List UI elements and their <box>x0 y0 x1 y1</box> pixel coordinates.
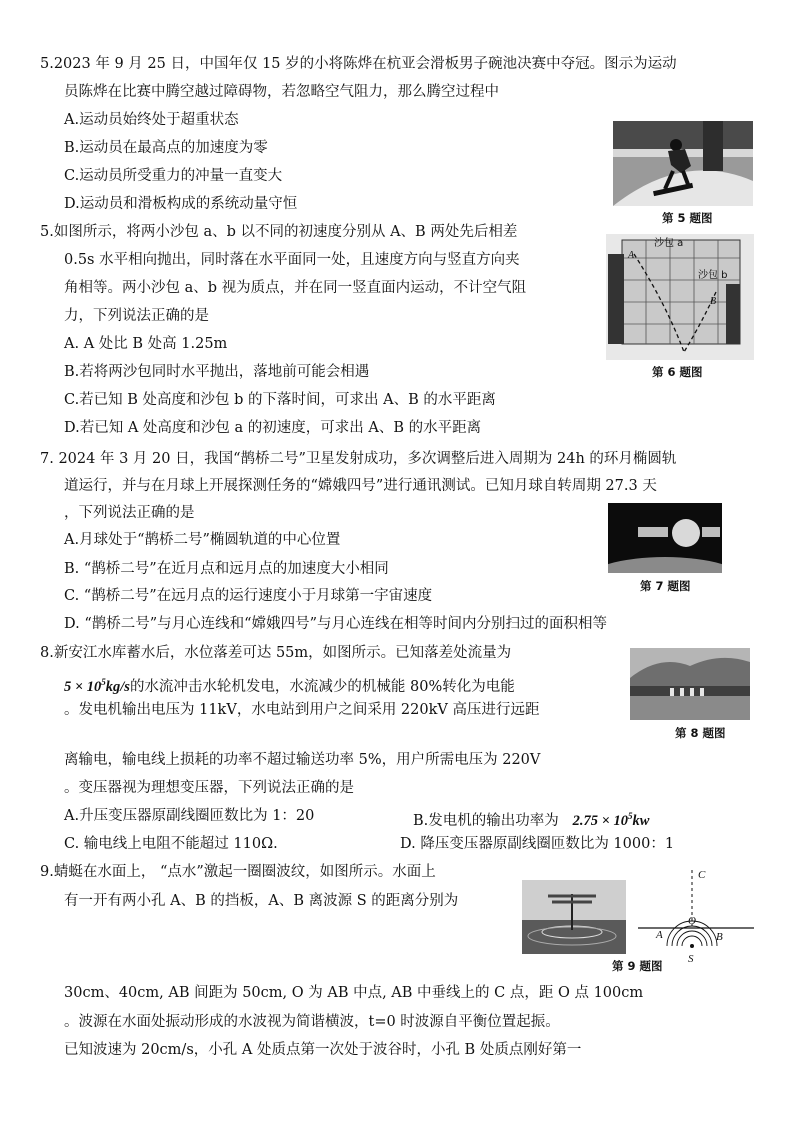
q5-option-a: A.运动员始终处于超重状态 <box>64 112 239 128</box>
q6-label-sandbag-b: 沙包 b <box>698 270 728 281</box>
q8-option-d: D. 降压变压器原副线圈匝数比为 1000：1 <box>400 836 675 852</box>
q6-label-sandbag-a: 沙包 a <box>654 238 684 249</box>
q8-stem-line3: 。发电机输出电压为 11kV，水电站到用户之间采用 220kV 高压进行远距 <box>64 702 540 718</box>
q7-option-d: D. “鹊桥二号”与月心连线和“嫦娥四号”与月心连线在相等时间内分别扫过的面积相等 <box>64 616 607 632</box>
q7-satellite-photo <box>608 503 722 573</box>
q5-stem-line1: 5.2023 年 9 月 25 日，中国年仅 15 岁的小将陈烨在杭亚会滑板男子碗池决赛中夺冠。图示为运动 <box>40 56 677 72</box>
q8-option-a: A.升压变压器原副线圈匝数比为 1：20 <box>64 808 315 824</box>
q8-option-c: C. 输电线上电阻不能超过 110Ω. <box>64 836 278 852</box>
q8-power-value: $2.75 \times 10^5kw$ <box>572 811 650 829</box>
q6-option-b: B.若将两沙包同时水平抛出，落地前可能会相遇 <box>64 364 370 380</box>
q6-stem-line2: 0.5s 水平相向抛出，同时落在水平面同一处，且速度方向与竖直方向夹 <box>64 252 520 268</box>
q6-figure-caption: 第 6 题图 <box>652 365 703 379</box>
q9-label-B: B <box>716 931 723 943</box>
q8-stem-line2: $5 \times 10^5kg/s$的水流冲击水轮机发电，水流减少的机械能 80%转化为电能 <box>64 677 515 695</box>
q9-stem-line3: 30cm、40cm, AB 间距为 50cm, O 为 AB 中点, AB 中垂线上的 C 点，距 O 点 100cm <box>64 985 644 1001</box>
q7-stem-line1: 7. 2024 年 3 月 20 日，我国“鹊桥二号”卫星发射成功，多次调整后进入周期为 24h 的环月椭圆轨 <box>40 451 677 467</box>
q5-option-d: D.运动员和滑板构成的系统动量守恒 <box>64 196 298 212</box>
q9-stem-line4: 。波源在水面处振动形成的水波视为简谐横波，t=0 时波源自平衡位置起振。 <box>64 1014 560 1030</box>
q6-label-B: B <box>710 296 717 307</box>
q7-stem-line2: 道运行，并与在月球上开展探测任务的“嫦娥四号”进行通讯测试。已知月球自转周期 27.3 天 <box>64 478 657 494</box>
q6-option-d: D.若已知 A 处高度和沙包 a 的初速度，可求出 A、B 的水平距离 <box>64 420 482 436</box>
q9-label-C: C <box>698 869 706 881</box>
q9-stem-line2: 有一开有两小孔 A、B 的挡板，A、B 离波源 S 的距离分别为 <box>64 893 459 909</box>
q9-stem-line1: 9.蜻蜓在水面上， “点水”激起一圈圈波纹，如图所示。水面上 <box>40 864 436 880</box>
q8-stem-line5: 。变压器视为理想变压器，下列说法正确的是 <box>64 780 354 796</box>
q6-sandbag-photo <box>606 234 754 360</box>
q6-stem-line3: 角相等。两小沙包 a、b 视为质点，并在同一竖直面内运动，不计空气阻 <box>64 280 527 296</box>
q6-stem-line1: 5.如图所示，将两小沙包 a、b 以不同的初速度分别从 A、B 两处先后相差 <box>40 224 518 240</box>
q9-dragonfly-photo <box>522 880 626 954</box>
q6-stem-line4: 力，下列说法正确的是 <box>64 308 209 324</box>
q5-option-b: B.运动员在最高点的加速度为零 <box>64 140 268 156</box>
q8-stem-line1: 8.新安江水库蓄水后，水位落差可达 55m，如图所示。已知落差处流量为 <box>40 645 512 661</box>
q7-option-a: A.月球处于“鹊桥二号”椭圆轨道的中心位置 <box>64 532 341 548</box>
q6-option-c: C.若已知 B 处高度和沙包 b 的下落时间，可求出 A、B 的水平距离 <box>64 392 496 408</box>
q8-flow-value: $5 \times 10^5kg/s$ <box>64 677 130 695</box>
q9-figure-caption: 第 9 题图 <box>612 959 663 973</box>
q8-dam-photo <box>630 648 750 720</box>
q9-label-A: A <box>656 929 663 941</box>
q9-label-S: S <box>688 953 694 965</box>
q5-skateboard-photo <box>613 121 753 206</box>
q5-option-c: C.运动员所受重力的冲量一直变大 <box>64 168 283 184</box>
q5-stem-line2: 员陈烨在比赛中腾空越过障碍物，若忽略空气阻力，那么腾空过程中 <box>64 84 499 100</box>
q9-wave-diagram <box>630 866 760 966</box>
q7-stem-line3: ，下列说法正确的是 <box>64 505 195 521</box>
q7-figure-caption: 第 7 题图 <box>640 579 691 593</box>
q7-option-c: C. “鹊桥二号”在远月点的运行速度小于月球第一宇宙速度 <box>64 588 433 604</box>
q9-stem-line5: 已知波速为 20cm/s，小孔 A 处质点第一次处于波谷时，小孔 B 处质点刚好第一 <box>64 1042 582 1058</box>
q8-option-b: B.发电机的输出功率为 $2.75 \times 10^5kw$ <box>413 811 650 829</box>
q7-option-b: B. “鹊桥二号”在近月点和远月点的加速度大小相同 <box>64 561 389 577</box>
q6-option-a: A. A 处比 B 处高 1.25m <box>64 336 228 352</box>
q6-label-A: A <box>628 250 635 261</box>
q8-figure-caption: 第 8 题图 <box>675 726 726 740</box>
q8-stem-line4: 离输电，输电线上损耗的功率不超过输送功率 5%，用户所需电压为 220V <box>64 752 541 768</box>
q9-label-O: O <box>688 915 696 927</box>
q5-figure-caption: 第 5 题图 <box>662 211 713 225</box>
